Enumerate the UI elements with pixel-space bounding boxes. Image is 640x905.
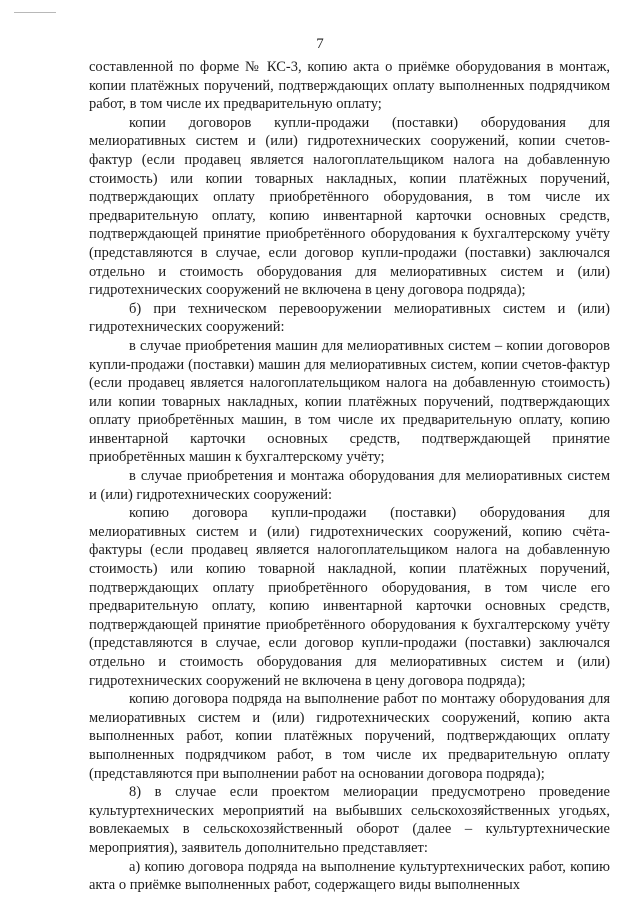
- paragraph-4: в случае приобретения машин для мелиоративных систем – копии договоров купли-продажи (поставки) машин для мелиоративных систем, копии счетов-фактур (если продавец является налогоплательщиком налога на добавленную стоимость) или копии товарных накладных, копии платёжных поручений, подтверждающих оплату приобретённых машин, в том числе их предварительную оплату, копию инвентарной карточки основных средств, подтверждающей принятие приобретённых машин к бухгалтерскому учёту;: [89, 337, 610, 466]
- paragraph-8: 8) в случае если проектом мелиорации предусмотрено проведение культуртехнических мероприятий на выбывших сельскохозяйственных угодьях, вовлекаемых в сельскохозяйственный оборот (далее – культуртехнические мероприятия), заявитель дополнительно представляет:: [89, 784, 610, 856]
- paragraph-3: б) при техническом перевооружении мелиоративных систем и (или) гидротехнических сооружений:: [89, 300, 610, 336]
- scan-artifact-line: [14, 12, 56, 13]
- paragraph-9: а) копию договора подряда на выполнение культуртехнических работ, копию акта о приёмке выполненных работ, содержащего виды выполненных: [89, 858, 610, 894]
- paragraph-2: копии договоров купли-продажи (поставки) оборудования для мелиоративных систем и (или) гидротехнических сооружений, копии счетов-фактур (если продавец является налогоплательщиком налога на добавленную стоимость) или копии товарных накладных, копии платёжных поручений, подтверждающих оплату приобретённого оборудования, в том числе их предварительную оплату, копию инвентарной карточки основных средств, подтверждающей принятие приобретённого оборудования к бухгалтерскому учёту (представляются в случае, если договор купли-продажи (поставки) заключался отдельно и стоимость оборудования для мелиоративных систем и (или) гидротехнических сооружений не включена в цену договора подряда);: [89, 114, 610, 299]
- paragraph-6: копию договора купли-продажи (поставки) оборудования для мелиоративных систем и (или) гидротехнических сооружений, копию счёта-фактуры (если продавец является налогоплательщиком налога на добавленную стоимость) или копию товарной накладной, копии платёжных поручений, подтверждающих оплату приобретённого оборудования, в том числе его предварительную оплату, копию инвентарной карточки основных средств, подтверждающей принятие приобретённого оборудования к бухгалтерскому учёту (представляются в случае, если договор купли-продажи (поставки) заключался отдельно и стоимость оборудования для мелиоративных систем и (или) гидротехнических сооружений не включена в цену договора подряда);: [89, 505, 610, 689]
- document-body: [89, 58, 610, 895]
- paragraph-5: в случае приобретения и монтажа оборудования для мелиоративных систем и (или) гидротехнических сооружений:: [89, 468, 610, 503]
- paragraph-1: составленной по форме № КС-3, копию акта о приёмке оборудования в монтаж, копии платёжных поручений, подтверждающих оплату выполненных подрядчиком работ, в том числе их предварительную оплату;: [89, 59, 610, 113]
- paragraph-7: копию договора подряда на выполнение работ по монтажу оборудования для мелиоративных систем и (или) гидротехнических сооружений, копию акта выполненных работ, копии платёжных поручений, подтверждающих оплату выполненных подрядчиком работ, в том числе их предварительную оплату (представляются при выполнении работ на основании договора подряда);: [89, 691, 610, 782]
- page-number: 7: [316, 36, 324, 52]
